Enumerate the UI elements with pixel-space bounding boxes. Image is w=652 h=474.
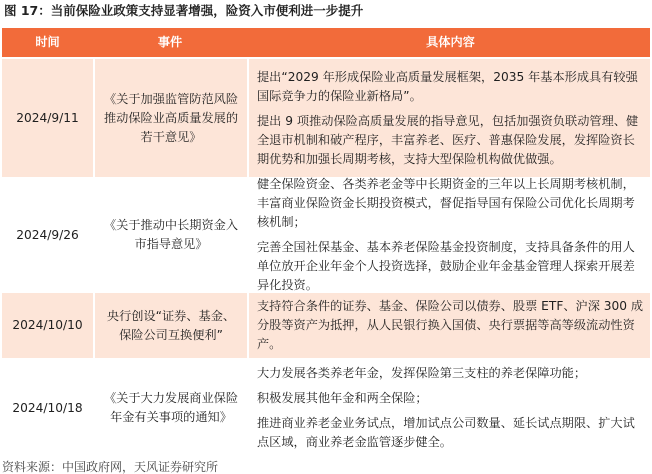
table-row — [2, 291, 650, 358]
row-date: 2024/9/11 — [16, 110, 79, 125]
row-content — [247, 293, 650, 358]
table-header-row — [2, 27, 650, 57]
policy-table — [2, 27, 650, 456]
row-event: 央行创设“证券、基金、保险公司互换便利” — [93, 293, 247, 358]
table-row — [2, 177, 650, 291]
row-event: 《关于推动中长期资金入市指导意见》 — [93, 179, 247, 291]
figure-title: 图 17：当前保险业政策支持显著增强，险资入市便利进一步提升 — [4, 3, 364, 18]
content-paragraph: 大力发展各类养老年金，发挥保险第三支柱的养老保障功能； — [257, 366, 587, 380]
table-row — [2, 57, 650, 177]
content-paragraph: 提出“2029 年形成保险业高质量发展框架，2035 年基本形成具有较强国际竞争力的保险业新格局”。 — [257, 69, 638, 103]
row-date: 2024/10/18 — [2, 360, 93, 456]
header-event: 事件 — [157, 35, 183, 49]
content-paragraph: 提出 9 项推动保险高质量发展的指导意见，包括加强资负联动管理、健全退市机制和破产程序，丰富养老、医疗、普惠保险发展，发挥险资长期优势和加强长周期考核，支持大型保险机构做优做强。 — [257, 113, 639, 166]
content-paragraph: 支持符合条件的证券、基金、保险公司以债券、股票 ETF、沪深 300 成分股等资产为抵押，从人民银行换入国债、央行票据等高等级流动性资产。 — [257, 299, 644, 351]
header-date: 时间 — [35, 35, 60, 49]
row-content — [247, 179, 650, 291]
header-content-label: 具体内容 — [426, 35, 475, 49]
row-event: 《关于大力发展商业保险年金有关事项的通知》 — [93, 360, 247, 456]
content-paragraph: 完善全国社保基金、基本养老保险基金投资制度，支持具备条件的用人单位放开企业年金个人投资选择，鼓励企业年金基金管理人探索开展差异化投资。 — [257, 240, 635, 292]
source-note: 资料来源：中国政府网，天风证券研究所 — [2, 460, 219, 474]
header-content — [247, 28, 650, 57]
row-content — [247, 59, 650, 177]
content-paragraph: 健全保险资金、各类养老金等中长期资金的三年以上长周期考核机制，丰富商业保险资金长期投资模式，督促指导国有保险公司优化长周期考核机制； — [257, 177, 635, 229]
table-row — [2, 358, 650, 456]
content-paragraph: 推进商业养老金业务试点，增加试点公司数量、延长试点期限、扩大试点区域，商业养老金监管逐步健全。 — [257, 416, 635, 449]
row-date: 2024/9/26 — [2, 179, 93, 291]
row-event: 《关于加强监管防范风险推动保险业高质量发展的若干意见》 — [93, 59, 247, 177]
row-date: 2024/10/10 — [12, 318, 83, 332]
content-paragraph: 积极发展其他年金和两全保险； — [257, 391, 428, 405]
row-content — [247, 360, 650, 456]
